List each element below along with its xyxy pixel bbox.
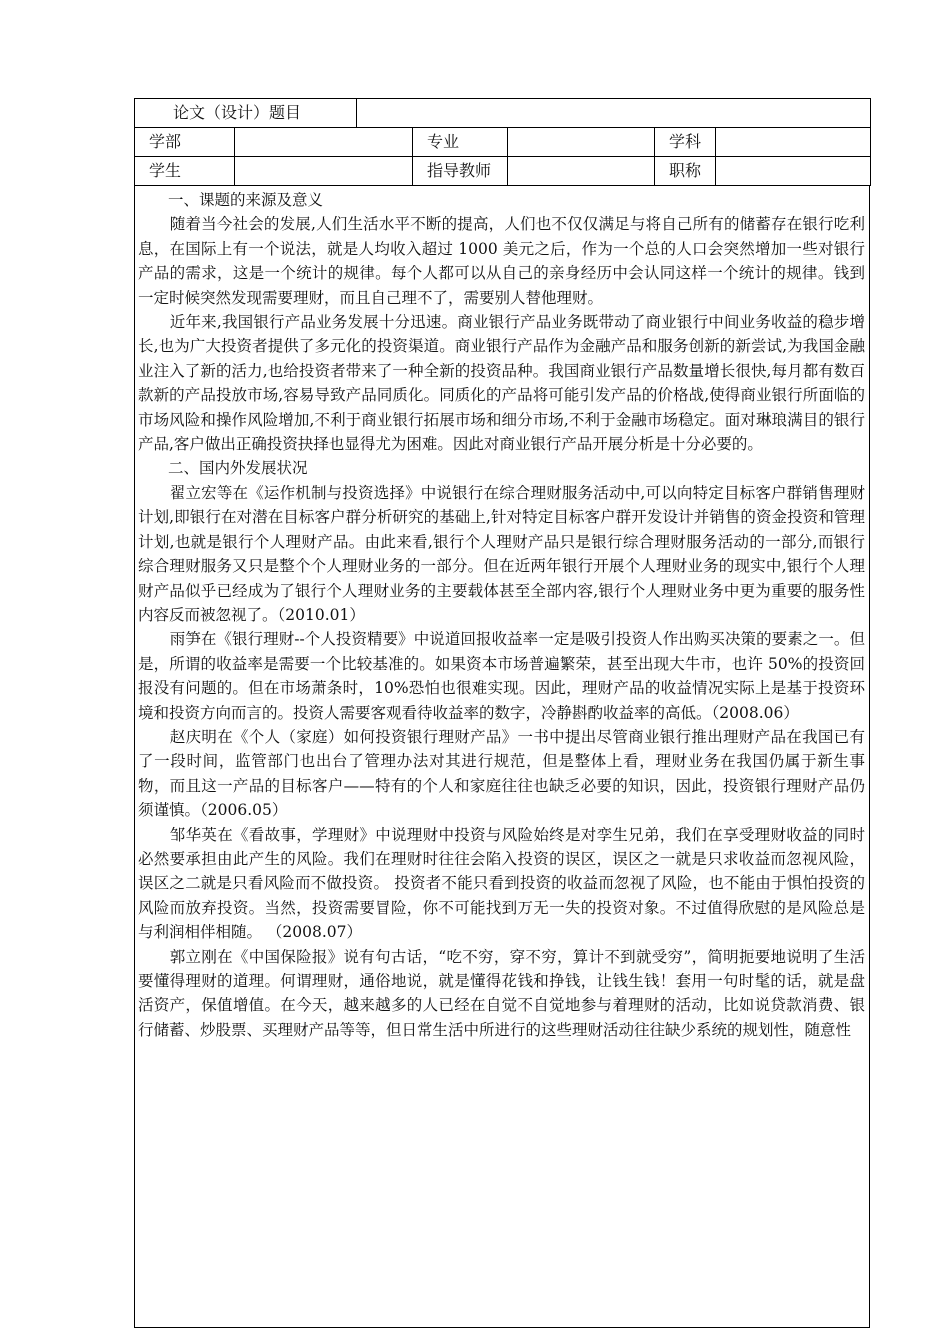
header-table xyxy=(134,98,871,186)
department-value[interactable] xyxy=(235,128,413,157)
department-label: 学部 xyxy=(135,128,235,157)
paragraph: 雨笋在《银行理财--个人投资精要》中说道回报收益率一定是吸引投资人作出购买决策的要素之一。但是，所谓的收益率是需要一个比较基准的。如果资本市场普遍繁荣，甚至出现大牛市，也许 50%的投资回报没有问题的。但在市场萧条时，10%恐怕也很难实现。因此，理财产品的收益情况实际上是基于投资环境和投资方向而言的。投资人需要客观看待收益率的数字，冷静斟酌收益率的高低。（2008.06） xyxy=(138,630,865,722)
thesis-form xyxy=(134,98,870,1328)
paragraph: 邹华英在《看故事，学理财》中说理财中投资与风险始终是对孪生兄弟，我们在享受理财收益的同时必然要承担由此产生的风险。我们在理财时往往会陷入投资的误区，误区之一就是只求收益而忽视风险，误区之二就是只看风险而不做投资。 投资者不能只看到投资的收益而忽视了风险，也不能由于惧怕投资的风险而放弃投资。当然，投资需要冒险，你不可能找到万无一失的投资对象。不过值得欣慰的是风险总是与利润相伴相随。 （2008.07） xyxy=(138,825,865,942)
student-row xyxy=(135,157,871,186)
advisor-value[interactable] xyxy=(508,157,655,186)
student-value[interactable] xyxy=(235,157,413,186)
department-row xyxy=(135,128,871,157)
title-row xyxy=(135,99,871,128)
discipline-label: 学科 xyxy=(655,128,716,157)
paragraph: 郭立刚在《中国保险报》说有句古话，“吃不穷，穿不穷，算计不到就受穷”，简明扼要地说明了生活要懂得理财的道理。何谓理财，通俗地说，就是懂得花钱和挣钱，让钱生钱！套用一句时髦的话，就是盘活资产，保值增值。在今天，越来越多的人已经在自觉不自觉地参与着理财的活动，比如说贷款消费、银行储蓄、炒股票、买理财产品等等，但日常生活中所进行的这些理财活动往往缺少系统的规划性，随意性 xyxy=(138,947,865,1039)
title-rank-label: 职称 xyxy=(655,157,716,186)
thesis-title-label: 论文（设计）题目 xyxy=(135,99,357,128)
thesis-title-value[interactable] xyxy=(357,99,871,128)
paragraph: 翟立宏等在《运作机制与投资选择》中说银行在综合理财服务活动中,可以向特定目标客户群销售理财计划,即银行在对潜在目标客户群分析研究的基础上,针对特定目标客户群开发设计并销售的资金投资和管理计划,也就是银行个人理财产品。由此来看,银行个人理财产品只是银行综合理财服务活动的一部分,而银行综合理财服务又只是整个个人理财业务的一部分。但在近两年银行开展个人理财业务的现实中,银行个人理财产品似乎已经成为了银行个人理财业务的主要载体甚至全部内容,银行个人理财业务中更为重要的服务性内容反而被忽视了。（2010.01） xyxy=(138,483,865,624)
section-heading-source: 一、课题的来源及意义 xyxy=(168,191,324,209)
major-label: 专业 xyxy=(413,128,508,157)
major-value[interactable] xyxy=(508,128,655,157)
title-rank-value[interactable] xyxy=(716,157,871,186)
paragraph: 赵庆明在《个人（家庭）如何投资银行理财产品》一书中提出尽管商业银行推出理财产品在我国已有了一段时间，监管部门也出台了管理办法对其进行规范，但是整体上看，理财业务在我国仍属于新生事物，而且这一产品的目标客户——特有的个人和家庭往往也缺乏必要的知识，因此，投资银行理财产品仍须谨慎。（2006.05） xyxy=(138,727,865,820)
content-body xyxy=(134,186,870,1328)
paragraph: 近年来,我国银行产品业务发展十分迅速。商业银行产品业务既带动了商业银行中间业务收益的稳步增长,也为广大投资者提供了多元化的投资渠道。商业银行产品作为金融产品和服务创新的新尝试,为我国金融业注入了新的活力,也给投资者带来了一种全新的投资品种。我国商业银行产品数量增长很快,每月都有数百款新的产品投放市场,容易导致产品同质化。同质化的产品将可能引发产品的价格战,使得商业银行所面临的市场风险和操作风险增加,不利于商业银行拓展市场和细分市场,不利于金融市场稳定。面对琳琅满目的银行产品,客户做出正确投资抉择也显得尤为困难。因此对商业银行产品开展分析是十分必要的。 xyxy=(138,313,865,454)
student-label: 学生 xyxy=(135,157,235,186)
advisor-label: 指导教师 xyxy=(413,157,508,186)
discipline-value[interactable] xyxy=(716,128,871,157)
section-heading-status: 二、国内外发展状况 xyxy=(168,459,308,478)
paragraph: 随着当今社会的发展,人们生活水平不断的提高，人们也不仅仅满足与将自己所有的储蓄存在银行吃利息，在国际上有一个说法，就是人均收入超过 1000 美元之后，作为一个总的人口会突然增加一些对银行产品的需求，这是一个统计的规律。每个人都可以从自己的亲身经历中会认同这样一个统计的规律。钱到一定时候突然发现需要理财，而且自己理不了，需要别人替他理财。 xyxy=(138,215,865,307)
